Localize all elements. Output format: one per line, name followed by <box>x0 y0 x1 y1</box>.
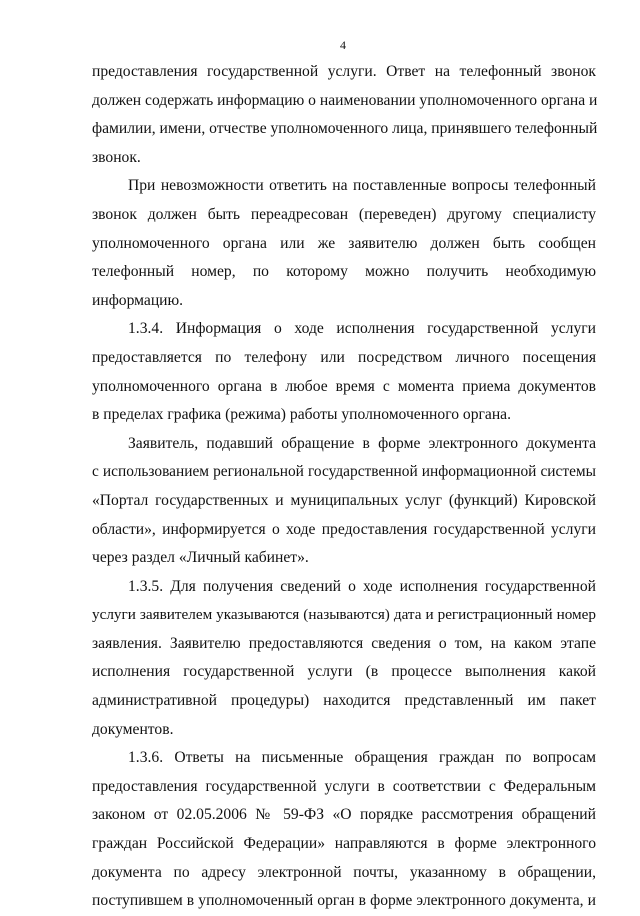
text-line: области», информируется о ходе предоставления государственной услуги <box>92 520 596 538</box>
text-line: с использованием региональной государственной информационной системы <box>92 463 596 481</box>
text-line: законом от 02.05.2006 № 59-ФЗ «О порядке рассмотрения обращений <box>92 806 596 824</box>
text-line: телефонный номер, по которому можно получить необходимую <box>92 263 596 281</box>
paragraph-phone-answer-continued <box>92 58 596 172</box>
text-line: документа по адресу электронной почты, указанному в обращении, <box>92 863 596 881</box>
text-line: через раздел «Личный кабинет». <box>92 549 309 567</box>
text-line: предоставляется по телефону или посредством личного посещения <box>92 348 596 366</box>
body-text <box>92 58 596 916</box>
text-line: 1.3.5. Для получения сведений о ходе исполнения государственной <box>128 577 596 595</box>
paragraph-1-3-5 <box>92 573 596 745</box>
paragraph-call-redirect <box>92 172 596 315</box>
paragraph-1-3-6 <box>92 744 596 916</box>
page-number: 4 <box>340 38 346 52</box>
text-line: уполномоченного органа или же заявителю должен быть сообщен <box>92 234 596 252</box>
text-line: предоставления государственной услуги в соответствии с Федеральным <box>92 777 596 795</box>
text-line: информацию. <box>92 291 184 309</box>
text-line: Заявитель, подавший обращение в форме электронного документа <box>128 434 596 452</box>
text-line: услуги заявителем указываются (называются) дата и регистрационный номер <box>92 606 596 624</box>
text-line: При невозможности ответить на поставленные вопросы телефонный <box>128 177 596 195</box>
text-line: в пределах графика (режима) работы уполномоченного органа. <box>92 406 511 424</box>
text-line: граждан Российской Федерации» направляются в форме электронного <box>92 835 596 853</box>
text-line: 1.3.6. Ответы на письменные обращения граждан по вопросам <box>128 749 596 767</box>
text-line: предоставления государственной услуги. Ответ на телефонный звонок <box>92 63 596 80</box>
text-line: должен содержать информацию о наименовании уполномоченного органа и <box>92 91 598 109</box>
text-line: звонок. <box>92 148 141 166</box>
text-line: «Портал государственных и муниципальных услуг (функций) Кировской <box>92 491 596 509</box>
text-line: административной процедуры) находится представленный им пакет <box>92 692 596 710</box>
text-line: заявления. Заявителю предоставляются сведения о том, на каком этапе <box>92 634 596 652</box>
text-line: поступившем в уполномоченный орган в форме электронного документа, и <box>92 892 596 910</box>
text-line: фамилии, имени, отчестве уполномоченного лица, принявшего телефонный <box>92 120 598 138</box>
text-line: исполнения государственной услуги (в процессе выполнения какой <box>92 663 596 681</box>
paragraph-1-3-4 <box>92 315 596 429</box>
text-line: 1.3.4. Информация о ходе исполнения государственной услуги <box>128 320 596 338</box>
text-line: уполномоченного органа в любое время с момента приема документов <box>92 377 596 395</box>
paragraph-applicant-portal <box>92 430 596 573</box>
text-line: звонок должен быть переадресован (переведен) другому специалисту <box>92 205 596 223</box>
text-line: документов. <box>92 720 174 738</box>
